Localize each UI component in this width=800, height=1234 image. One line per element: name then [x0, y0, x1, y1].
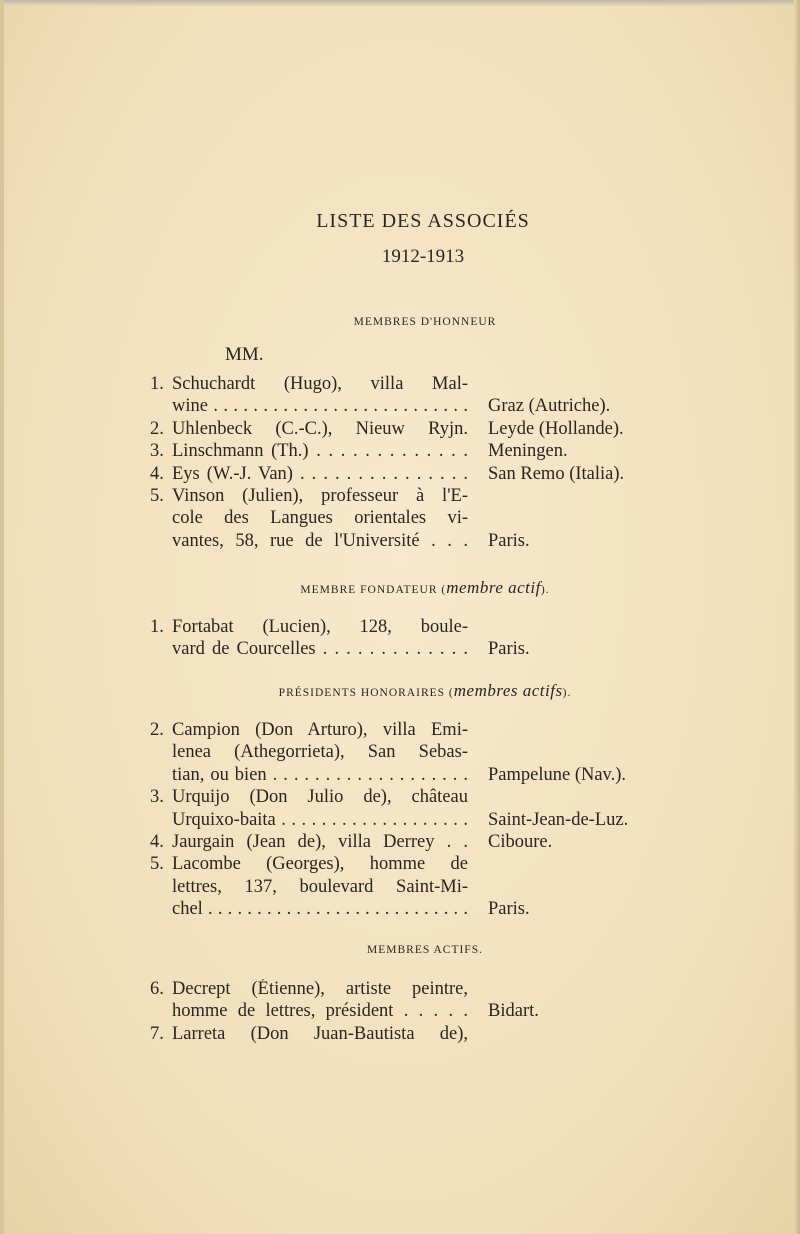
page-years: 1912-1913: [381, 246, 465, 267]
entry-line: [150, 810, 670, 832]
page-title: LISTE DES ASSOCIÉS: [316, 210, 530, 232]
entry-place: Pampelune (Nav.).: [488, 764, 627, 785]
entry-line: [150, 854, 670, 876]
entry-text: Fortabat (Lucien), 128, boule-: [172, 617, 468, 637]
entry-number: 2.: [150, 418, 164, 439]
section-heading: MEMBRE FONDATEUR (membre actif).: [300, 578, 550, 597]
entry-text: Uhlenbeck (C.-C.), Nieuw Ryjn.: [172, 418, 468, 439]
entry-number: 6.: [150, 979, 164, 999]
entry-text: lettres, 137, boulevard Saint-Mi-: [172, 876, 468, 897]
section-heading-end: .: [545, 584, 550, 596]
section-heading: [150, 944, 700, 956]
entry-line: [150, 531, 670, 553]
entry-number: 2.: [150, 720, 164, 740]
page-edge-top: [0, 0, 800, 6]
entry-text: Urquixo-baita . . . . . . . . . . . . . . . . . . .: [172, 809, 468, 830]
entry-line: [150, 742, 670, 764]
entry-text: Eys (W.-J. Van) . . . . . . . . . . . . . . .: [172, 463, 468, 484]
section-heading-end: .: [479, 944, 483, 956]
entry-place: Leyde (Hollande).: [488, 418, 624, 439]
entry-line: [150, 419, 670, 441]
entry-line: [150, 639, 670, 661]
entry-text: chel . . . . . . . . . . . . . . . . . . . . . . . . . . .: [172, 899, 468, 920]
entry-number: 5.: [150, 854, 164, 875]
section-heading-text: PRÉSIDENTS HONORAIRES: [278, 687, 446, 699]
entry-line: [150, 899, 670, 921]
entry-number: 3.: [150, 787, 164, 808]
entry-line: [150, 720, 670, 742]
section-heading-end: .: [567, 687, 572, 699]
entry-line: [150, 765, 670, 787]
entry-text: cole des Langues orientales vi-: [172, 508, 468, 529]
entry-line: [150, 877, 670, 899]
entry-line: [150, 508, 670, 530]
entry-text: Campion (Don Arturo), villa Emi-: [172, 720, 468, 740]
entry-text: Jaurgain (Jean de), villa Derrey . .: [172, 832, 468, 852]
entry-number: 3.: [150, 441, 164, 462]
entry-line: [150, 1001, 670, 1023]
entry-line: [150, 441, 670, 463]
entry-place: Graz (Autriche).: [488, 396, 611, 417]
entry-number: 1.: [150, 617, 164, 637]
entry-text: Urquijo (Don Julio de), château: [172, 787, 468, 808]
section-heading-text: MEMBRES D'HONNEUR: [353, 316, 497, 328]
entry-line: [150, 1024, 670, 1046]
entry-place: Paris.: [488, 639, 530, 660]
entry-text: vard de Courcelles . . . . . . . . . . . . .: [172, 639, 468, 660]
entry-line: [150, 617, 670, 639]
entry-place: Ciboure.: [488, 832, 553, 852]
entry-text: Schuchardt (Hugo), villa Mal-: [172, 374, 468, 394]
entry-number: 4.: [150, 832, 164, 852]
entry-number: 1.: [150, 374, 164, 394]
entry-place: San Remo (Italia).: [488, 463, 625, 484]
entry-line: [150, 979, 670, 1001]
section-heading-text: MEMBRE FONDATEUR: [300, 584, 438, 596]
entry-place: Paris.: [488, 899, 530, 920]
entry-text: homme de lettres, président . . . . .: [172, 1001, 468, 1022]
section-heading: PRÉSIDENTS HONORAIRES (membres actifs).: [278, 681, 572, 700]
entry-place: Bidart.: [488, 1001, 539, 1022]
entry-place: Paris.: [488, 530, 530, 551]
section-heading: [150, 316, 700, 328]
entry-place: Saint-Jean-de-Luz.: [488, 809, 629, 830]
entry-place: Meningen.: [488, 441, 568, 462]
entry-line: [150, 374, 670, 396]
entry-text: Linschmann (Th.) . . . . . . . . . . . . .: [172, 441, 468, 462]
entry-text: lenea (Athegorrieta), San Sebas-: [172, 742, 468, 763]
entry-text: Decrept (Étienne), artiste peintre,: [172, 979, 468, 999]
entry-line: [150, 396, 670, 418]
entry-text: Lacombe (Georges), homme de: [172, 854, 468, 875]
entry-line: [150, 464, 670, 486]
entry-number: 4.: [150, 463, 164, 484]
entry-number: 5.: [150, 486, 164, 506]
section-heading-italic: membre actif: [446, 578, 541, 597]
honorific-prefix: MM.: [225, 344, 264, 365]
entry-number: 7.: [150, 1023, 164, 1044]
page-edge-right: [794, 0, 800, 1234]
entry-text: Larreta (Don Juan-Bautista de),: [172, 1023, 468, 1044]
entry-text: tian, ou bien . . . . . . . . . . . . . . . . . . .: [172, 764, 468, 785]
section-heading-italic: membres actifs: [453, 681, 563, 700]
entry-line: [150, 486, 670, 508]
page-edge-left: [0, 0, 4, 1234]
entry-text: Vinson (Julien), professeur à l'E-: [172, 486, 468, 506]
section-heading-text: MEMBRES ACTIFS: [367, 944, 480, 956]
entry-text: wine . . . . . . . . . . . . . . . . . . . . . . . . . .: [172, 396, 468, 417]
entry-line: [150, 787, 670, 809]
entry-text: vantes, 58, rue de l'Université . . .: [172, 530, 468, 551]
entry-line: [150, 832, 670, 854]
